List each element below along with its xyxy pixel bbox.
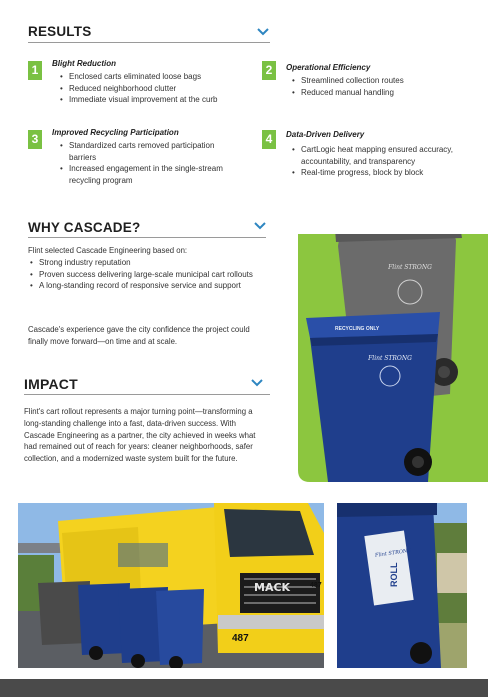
truck-brand-label: MACK bbox=[254, 581, 291, 594]
why-intro: Flint selected Cascade Engineering based on: bbox=[28, 246, 188, 255]
impact-title: IMPACT bbox=[24, 376, 78, 392]
truck-illustration bbox=[18, 503, 324, 668]
list-item: • Immediate visual improvement at the curb bbox=[58, 94, 258, 106]
why-chevron-down-icon[interactable] bbox=[253, 221, 267, 231]
blue-cart-brand: Flint STRONG bbox=[368, 355, 412, 362]
result-bullets-4 bbox=[290, 144, 470, 179]
impact-section-title bbox=[24, 376, 78, 394]
result-bullets-1 bbox=[58, 71, 258, 106]
tag-brand-label: Flint STRONG bbox=[374, 547, 412, 559]
result-number-2: 2 bbox=[262, 61, 276, 80]
result-heading-2: Operational Efficiency bbox=[286, 63, 371, 72]
list-item: • Increased engagement in the single-stream recycling program bbox=[58, 163, 226, 186]
impact-text: Flint's cart rollout represents a major turning point—transforming a long-standing challenge into a fast, data-driven success. With Cascade Engineering as a partner, the city achieved in weeks what had remained out of reach for years: cleaner neighborhoods, safer collection, and a modernized waste system built for the future. bbox=[24, 407, 256, 464]
truck-photo bbox=[18, 503, 324, 668]
footer-bar bbox=[0, 679, 488, 697]
carts-photo bbox=[290, 234, 488, 482]
truck-side-number-label: 487 bbox=[310, 582, 322, 589]
result-number-1: 1 bbox=[28, 61, 42, 80]
result-heading-1: Blight Reduction bbox=[52, 59, 116, 68]
why-section-title bbox=[28, 219, 140, 237]
why-title: WHY CASCADE? bbox=[28, 220, 141, 235]
list-item: • Enclosed carts eliminated loose bags bbox=[58, 71, 258, 83]
list-item: • Proven success delivering large-scale municipal cart rollouts bbox=[28, 269, 268, 281]
list-item: • CartLogic heat mapping ensured accuracy, accountability, and transparency bbox=[290, 144, 470, 167]
list-item: • A long-standing record of responsive service and support bbox=[28, 280, 268, 292]
list-item: • Standardized carts removed participation barriers bbox=[58, 140, 226, 163]
results-rule bbox=[28, 42, 270, 43]
impact-chevron-down-icon[interactable] bbox=[250, 378, 264, 388]
blue-cart-lid-label: RECYCLING ONLY bbox=[335, 326, 380, 332]
results-section-title bbox=[28, 23, 91, 41]
cart-tag-illustration bbox=[337, 503, 467, 668]
result-heading-4: Data-Driven Delivery bbox=[286, 130, 365, 139]
truck-number-label: 487 bbox=[232, 633, 249, 644]
gray-cart-label: Flint STRONG bbox=[388, 264, 432, 271]
tag-roll-label: ROLL bbox=[389, 562, 399, 587]
results-chevron-down-icon[interactable] bbox=[256, 27, 270, 37]
why-rule bbox=[28, 237, 266, 238]
impact-rule bbox=[24, 394, 270, 395]
result-bullets-3 bbox=[58, 140, 226, 186]
result-heading-3: Improved Recycling Participation bbox=[52, 128, 179, 137]
carts-illustration bbox=[290, 234, 488, 482]
list-item: • Reduced neighborhood clutter bbox=[58, 83, 258, 95]
result-number-3: 3 bbox=[28, 130, 42, 149]
list-item: • Real-time progress, block by block bbox=[290, 167, 470, 179]
list-item: • Strong industry reputation bbox=[28, 257, 268, 269]
why-closing: Cascade's experience gave the city confidence the project could finally move forward—on time and at scale. bbox=[28, 325, 250, 346]
result-bullets-2 bbox=[290, 75, 470, 98]
result-number-4: 4 bbox=[262, 130, 276, 149]
list-item: • Reduced manual handling bbox=[290, 87, 470, 99]
why-bullets bbox=[28, 257, 268, 292]
list-item: • Streamlined collection routes bbox=[290, 75, 470, 87]
cart-tag-photo bbox=[337, 503, 467, 668]
results-title: RESULTS bbox=[28, 24, 92, 39]
